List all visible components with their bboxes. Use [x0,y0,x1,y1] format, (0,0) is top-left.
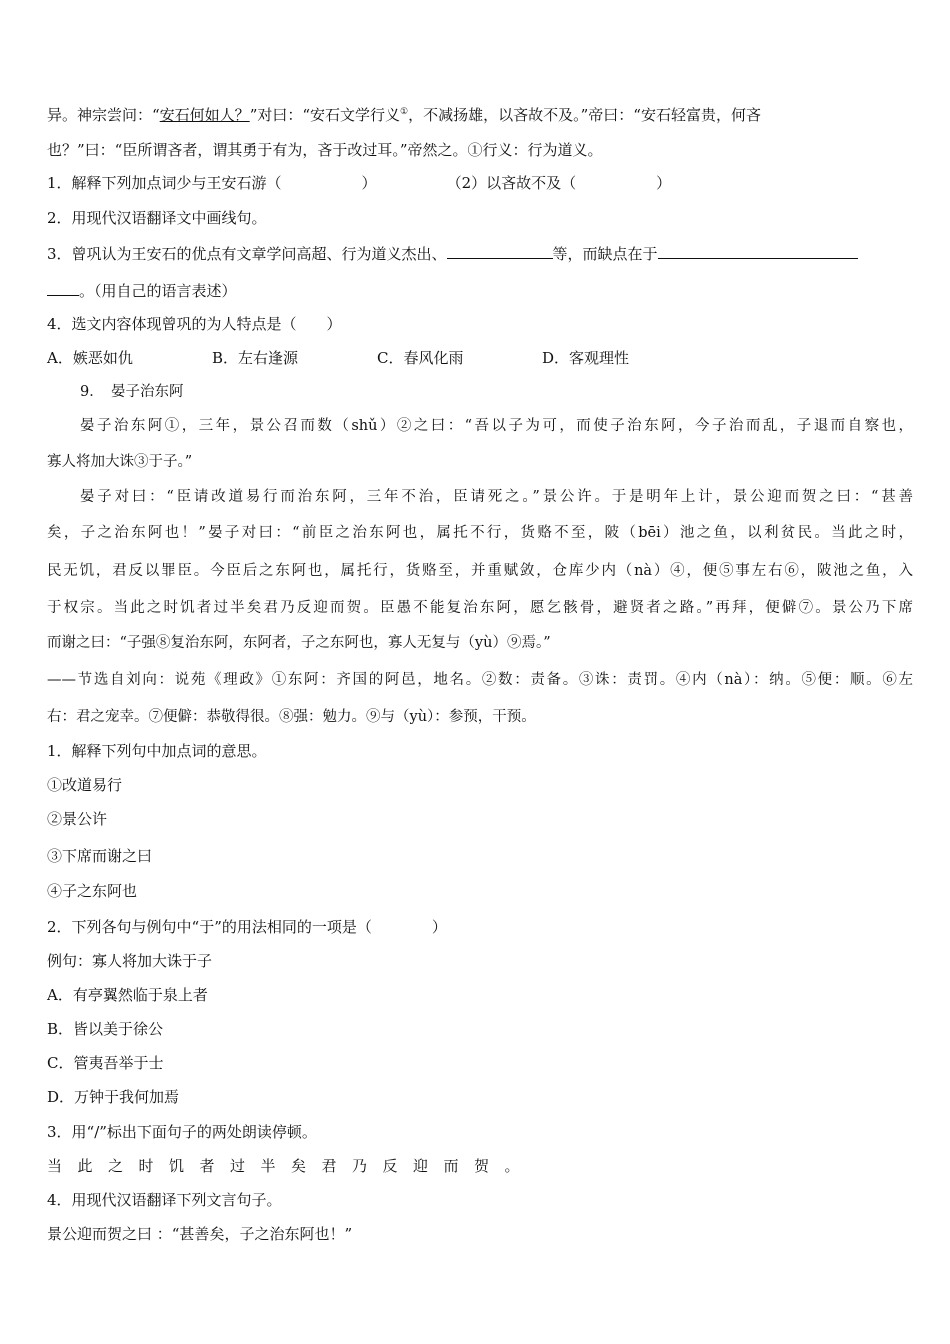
question-9-1-item: ②景公许 [47,810,108,828]
footnote-line: ——节选自刘向：说苑《理政》①东阿：齐国的阿邑，地名。②数：责备。③诛：责罚。④内（nà）：纳。⑤便：顺。⑥左 [47,672,913,688]
question-8-1 [47,172,913,194]
question-8-3-cont [47,279,913,302]
paragraph-line: 而谢之曰：“子强⑧复治东阿，东阿者，子之东阿也，寡人无复与（yù）⑨焉。” [47,635,551,651]
underlined-sentence: 安石何如人？ [159,106,250,124]
question-text: 等，而缺点在于 [552,245,658,263]
answer-blank[interactable] [658,242,858,259]
question-9-1-item: ④子之东阿也 [47,882,138,900]
passage-text: ，不减扬雄，以吝故不及。”帝曰：“安石轻富贵，何吝 [408,106,761,124]
question-8-4-options [47,347,913,369]
question-text: ） [361,174,377,192]
footnote-mark: ① [400,107,409,117]
question-9-3: 3．用“/”标出下面句子的两处朗读停顿。 [47,1123,317,1141]
passage-line [47,101,913,126]
question-8-4: 4．选文内容体现曾巩的为人特点是（ ） [47,315,342,333]
pause-sentence: 当此之时饥者过半矣君乃反迎而贺。 [47,1157,536,1175]
question-text: 。（用自己的语言表述） [79,282,237,300]
footnote-line: 右：君之宠幸。⑦便僻：恭敬得很。⑧强：勉力。⑨与（yù）：参预，干预。 [47,709,536,725]
paragraph-line: 民无饥，君反以罪臣。今臣后之东阿也，属托行，货赂至，并重赋敛，仓库少内（nà）④，便⑤事左右⑥，陂池之鱼，入 [47,563,913,579]
paragraph-line: 矣，子之治东阿也！”晏子对曰：“前臣之治东阿也，属托不行，货赂不至，陂（bēi）池之鱼，以利贫民。当此之时， [47,525,913,541]
example-sentence: 例句：寡人将加大诛于子 [47,952,213,970]
question-text: 3．曾巩认为王安石的优点有文章学问高超、行为道义杰出、 [47,245,447,263]
passage-text: ”对曰：“安石文学行义 [249,106,401,124]
question-text: （2）以吝故不及（ [446,174,577,192]
choice-d[interactable]: D．万钟于我何加焉 [47,1088,180,1106]
question-9-1-item: ③下席而谢之曰 [47,847,153,865]
paragraph-line: 寡人将加大诛③于子。” [47,454,193,470]
passage-text: 异。神宗尝问：“ [47,106,160,124]
choice-a[interactable]: A．有亭翼然临于泉上者 [47,986,208,1004]
answer-blank[interactable] [47,279,79,296]
translate-sentence: 景公迎而贺之曰 ：“甚善矣，子之治东阿也！” [47,1225,353,1243]
question-9-1-item: ①改道易行 [47,776,123,794]
option-b[interactable]: B．左右逢源 [212,349,299,367]
choice-b[interactable]: B．皆以美于徐公 [47,1020,164,1038]
option-c[interactable]: C．春风化雨 [377,349,464,367]
question-text: ） [656,174,672,192]
paragraph-line: 晏子治东阿①，三年，景公召而数（shǔ）②之曰：“吾以子为可，而使子治东阿，今子治而乱，子退而自察也， [80,418,913,434]
paragraph-line: 晏子对曰：“臣请改道易行而治东阿，三年不治，臣请死之。”景公许。于是明年上计，景公迎而贺之曰：“甚善 [80,489,913,505]
paragraph-line: 于权宗。当此之时饥者过半矣君乃反迎而贺。臣愚不能复治东阿，愿乞骸骨，避贤者之路。”再拜，便僻⑦。景公乃下席 [47,600,913,616]
answer-blank[interactable] [447,242,553,259]
question-9-2: 2．下列各句与例句中“于”的用法相同的一项是（ ） [47,918,447,936]
question-9-4: 4．用现代汉语翻译下列文言句子。 [47,1191,282,1209]
question-9-1: 1．解释下列句中加点词的意思。 [47,742,267,760]
section-9-title: 9． 晏子治东阿 [80,384,184,400]
question-8-2: 2．用现代汉语翻译文中画线句。 [47,209,267,227]
question-8-3 [47,242,913,265]
option-d[interactable]: D．客观理性 [542,349,630,367]
option-a[interactable]: A．嫉恶如仇 [47,349,133,367]
choice-c[interactable]: C．管夷吾举于士 [47,1054,164,1072]
passage-line: 也？”曰：“臣所谓吝者，谓其勇于有为，吝于改过耳。”帝然之。①行义：行为道义。 [47,141,603,159]
question-text: 1．解释下列加点词少与王安石游（ [47,174,282,192]
